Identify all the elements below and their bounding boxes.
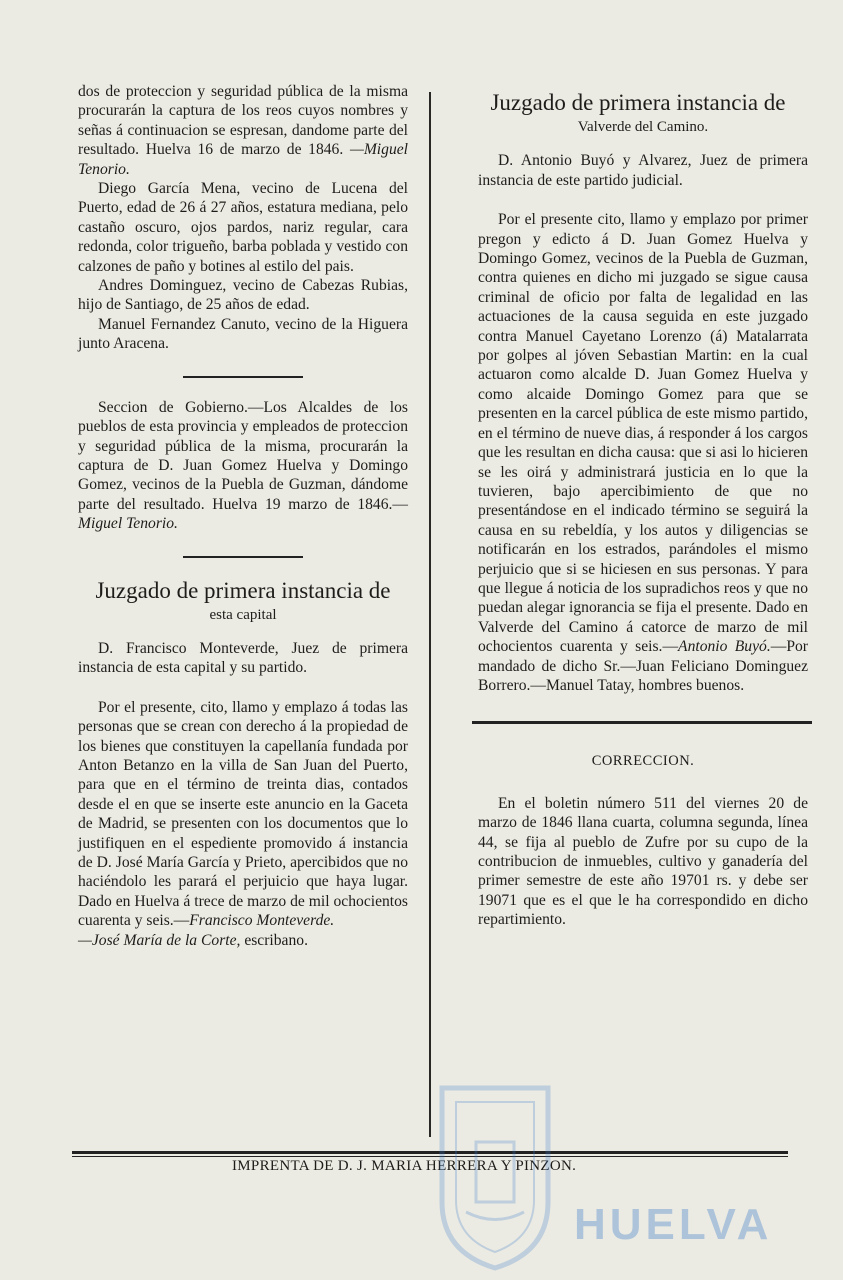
text: —Por mandado de dicho Sr.—Juan Feliciano Dominguez Borrero.—Manuel Tatay, hombres buenos.	[478, 638, 808, 694]
court-heading: Juzgado de primera instancia de	[490, 90, 786, 115]
left-paragraph-4: Manuel Fernandez Canuto, vecino de la Higuera junto Aracena.	[78, 315, 408, 353]
court-heading: Juzgado de primera instancia de	[95, 577, 391, 603]
left-column	[78, 82, 408, 950]
section-rule	[183, 556, 303, 558]
left-paragraph-3: Andres Dominguez, vecino de Cabezas Rubias, hijo de Santiago, de 25 años de edad.	[78, 277, 408, 314]
watermark-shield-icon	[436, 1082, 554, 1272]
text: escribano.	[240, 931, 308, 949]
left-paragraph-5	[78, 398, 408, 534]
footer-rule-thin	[72, 1156, 788, 1157]
left-paragraph-6: D. Francisco Monteverde, Juez de primera instancia de esta capital y su partido.	[78, 639, 408, 677]
text: Por el presente cito, llamo y emplazo por primer pregon y edicto á D. Juan Gomez Huelva y Domingo Gomez, vecinos de la Puebla de Guzman, contra quienes en dicho mi juzgado se sigue causa criminal de oficio por falta de legalidad en las actuaciones de la causa seguida en este juzgado contra Manuel Cayetano Lorenzo (á) Matalarrata por golpes al jóven Sebastian Martin: en la cual actuaron como alcalde D. Juan Gomez Huelva y como alcaide Domingo Gomez para que se presenten en la carcel pública de este mismo partido, en el término de nueve dias, á responder á los cargos que les resultan en dicha causa: que si asi lo hicieren se les oirá y administrará justicia en lo que la tuvieren, bajo apercibimiento de que no presentándose en el indicado término se seguirá la causa en su rebeldía, y los autos y diligencias se notificarán en los estrados, parándoles el mismo perjuicio que si se hiciesen en sus personas. Y para que llegue á noticia de los supradichos reos y que no puedan alegar ignorancia se fija el presente. Dado en Valverde del Camino á catorce de marzo de mil ochocientos cuarenta y seis.—	[478, 211, 808, 656]
right-paragraph-2	[478, 210, 808, 695]
left-paragraph-2: Diego García Mena, vecino de Lucena del Puerto, edad de 26 á 27 años, estatura mediana, pelo castaño oscuro, ojos pardos, nariz regular, cara redonda, color trigueño, barba poblada y vestido con calzones de paño y botines al estilo del pais.	[78, 180, 408, 275]
signature: Miguel Tenorio.	[78, 515, 178, 533]
left-paragraph-1	[78, 82, 408, 179]
signature: —Miguel Tenorio.	[78, 141, 408, 178]
section-rule	[472, 721, 812, 724]
signature: Francisco Monteverde.	[189, 912, 335, 930]
watermark-logo-text: HUELVA	[574, 1200, 773, 1249]
imprint-line: IMPRENTA DE D. J. MARIA HERRERA Y PINZON.	[232, 1158, 577, 1174]
signature: Antonio Buyó.	[678, 638, 771, 656]
right-paragraph-1: D. Antonio Buyó y Alvarez, Juez de primera instancia de este partido judicial.	[478, 152, 808, 189]
right-column	[478, 90, 808, 930]
left-paragraph-7	[78, 698, 408, 950]
footer-rule	[72, 1151, 788, 1154]
column-divider	[429, 92, 431, 1137]
court-subheading: Valverde del Camino.	[577, 119, 709, 135]
signature: —José María de la Corte,	[78, 931, 241, 949]
correction-title: CORRECCION.	[591, 753, 695, 770]
text: Por el presente, cito, llamo y emplazo á todas las personas que se crean con derecho á la propiedad de los bienes que constituyen la capellanía fundada por Anton Betanzo en la villa de San Juan del Puerto, para que en el término de treinta dias, contados desde el en que se inserte este anuncio en la Gaceta de Madrid, se presenten con los documentos que lo justifiquen en el espediente promovido á instancia de D. José María García y Prieto, apercibidos que no haciéndolo les parará el perjuicio que haya lugar. Dado en Huelva á trece de marzo de mil ochocientos cuarenta y seis.—	[78, 698, 408, 930]
text: dos de proteccion y seguridad pública de la misma procurarán la captura de los reos cuyos nombres y señas á continuacion se espresan, dandome parte del resultado. Huelva 16 de marzo de 1846.	[78, 83, 408, 159]
text: Seccion de Gobierno.—Los Alcaldes de los pueblos de esta provincia y empleados de proteccion y seguridad pública de la misma, procurarán la captura de D. Juan Gomez Huelva y Domingo Gomez, vecinos de la Puebla de Guzman, dándome parte del resultado. Huelva 19 marzo de 1846.—	[78, 398, 408, 513]
court-subheading: esta capital	[209, 606, 277, 623]
section-rule	[183, 376, 303, 378]
right-paragraph-3: En el boletin número 511 del viernes 20 de marzo de 1846 llana cuarta, columna segunda, línea 44, se fija al pueblo de Zufre por su cupo de la contribucion de inmuebles, cultivo y ganadería del primer semestre de este año 19701 rs. y debe ser 19071 que es el que le ha correspondido en dicho repartimiento.	[478, 794, 808, 929]
